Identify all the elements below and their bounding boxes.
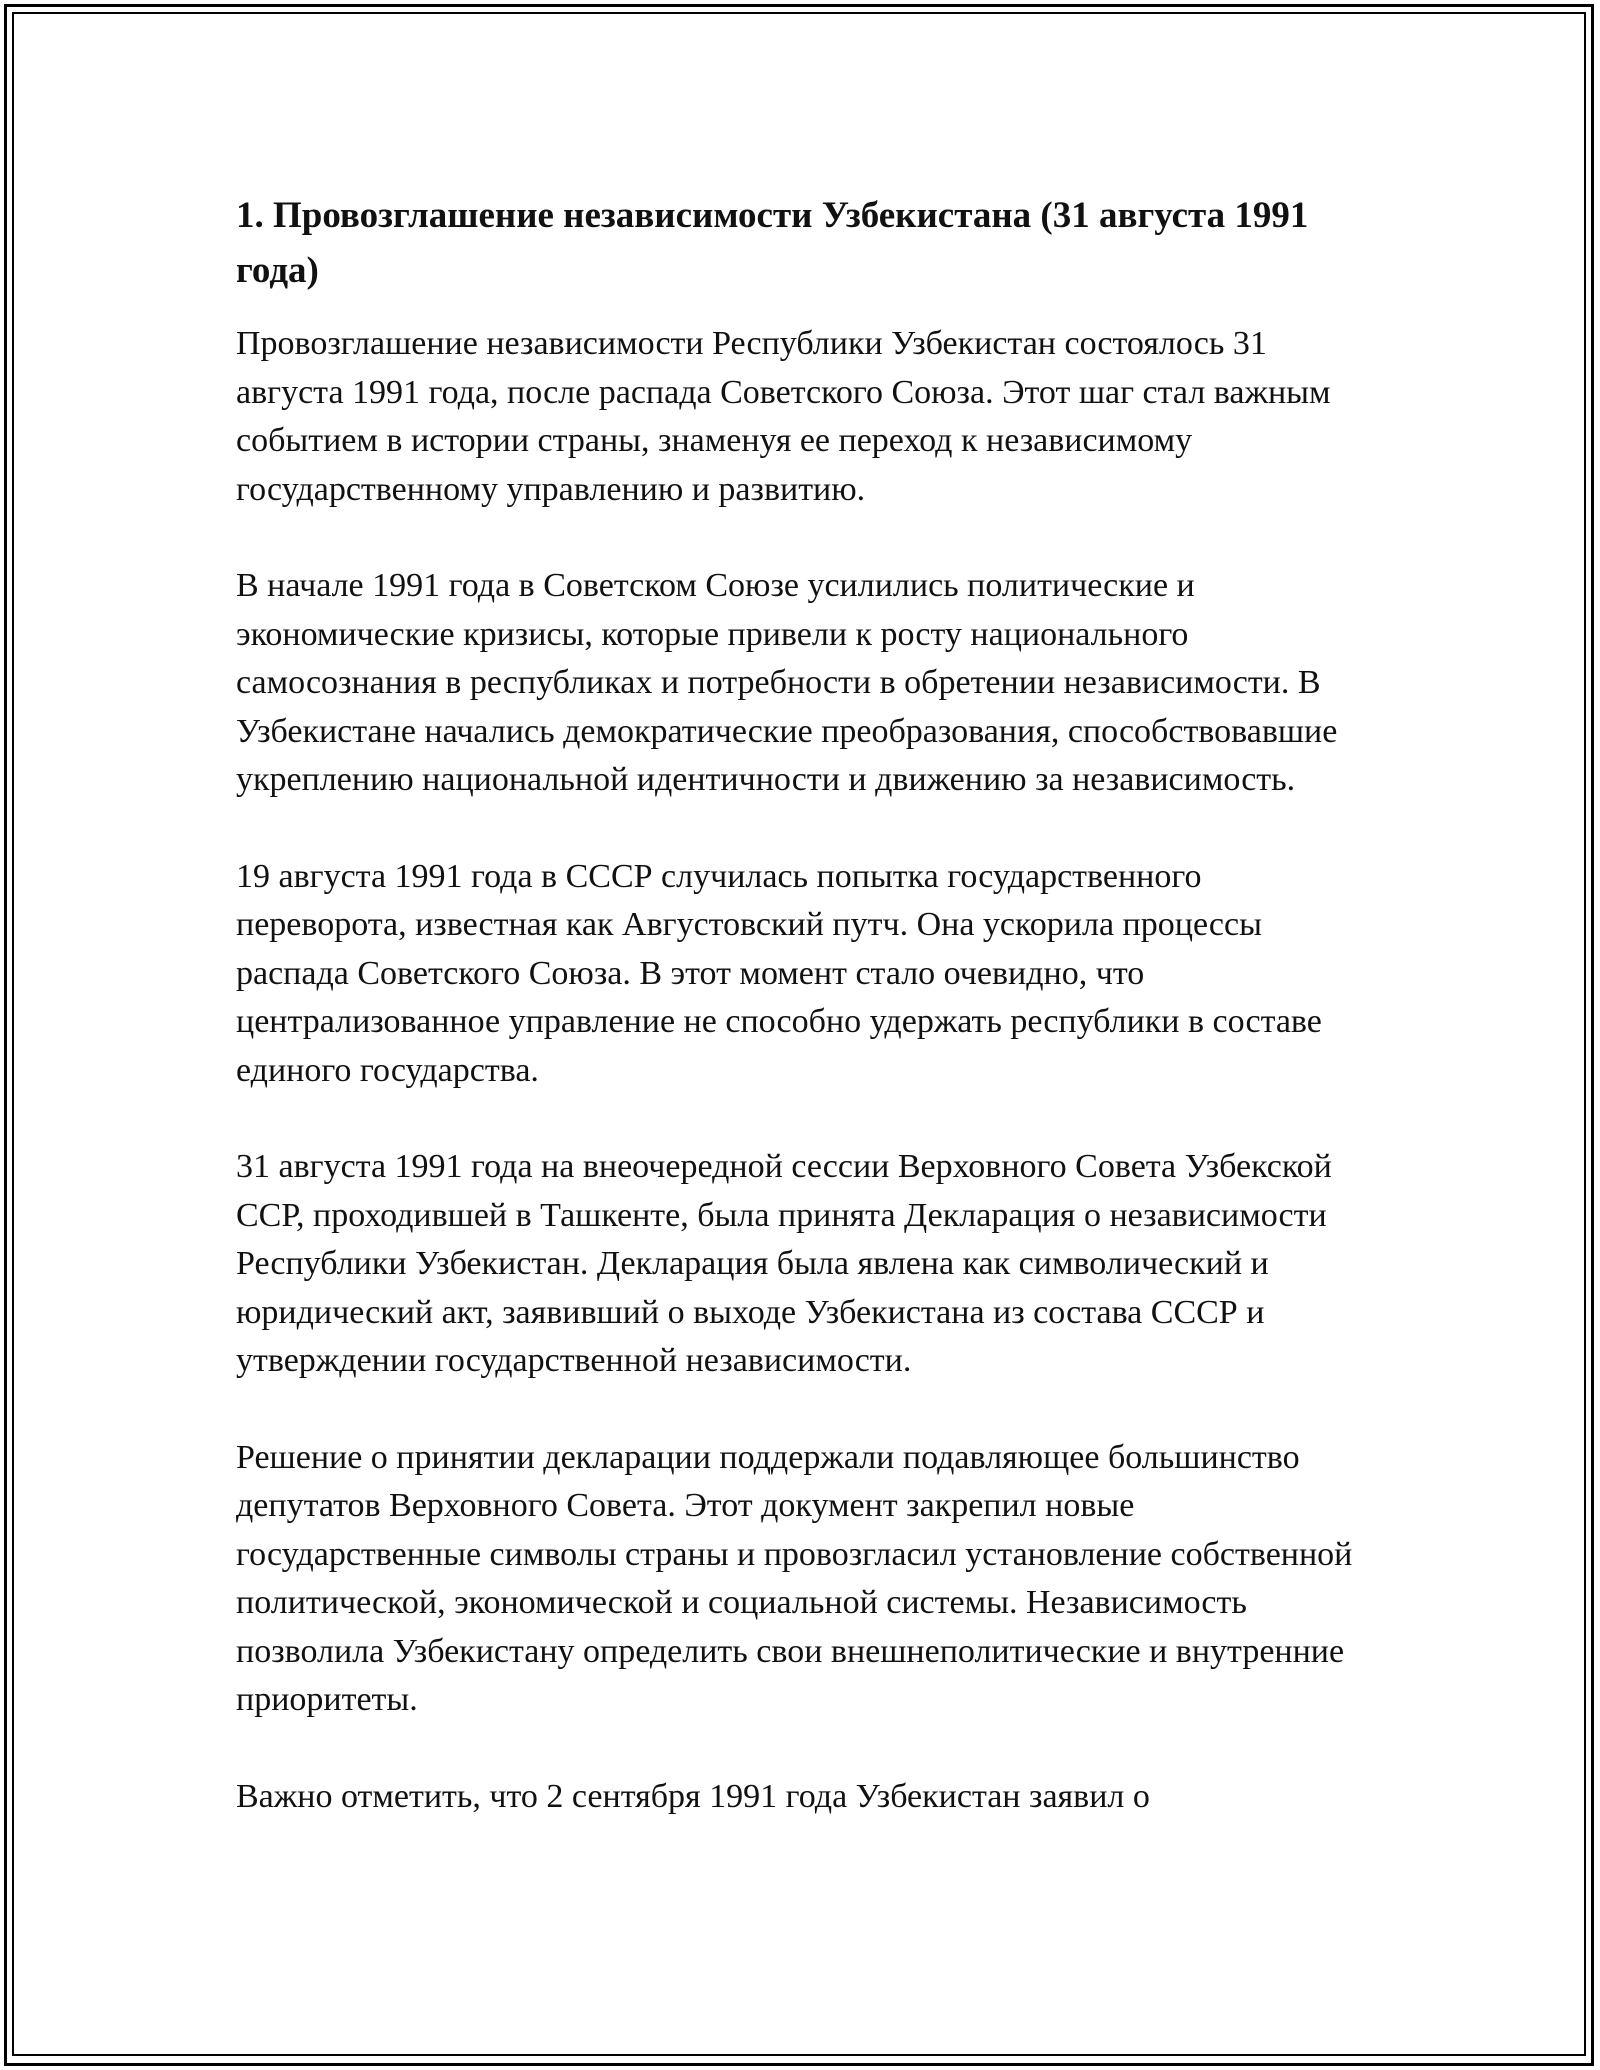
document-body: [236, 188, 1376, 1869]
section-heading: 1. Провозглашение независимости Узбекистана (31 августа 1991 года): [236, 195, 1309, 291]
paragraph-1: Провозглашение независимости Республики Узбекистан состоялось 31 августа 1991 года, после распада Советского Союза. Этот шаг стал важным событием в истории страны, знаменуя ее переход к независимому государственному управлению и развитию.: [236, 325, 1331, 508]
paragraph-3: 19 августа 1991 года в СССР случилась попытка государственного переворота, известная как Августовский путч. Она ускорила процессы распада Советского Союза. В этот момент стало очевидно, что централизованное управление не способно удержать республики в составе единого государства.: [236, 857, 1322, 1089]
paragraph-6: Важно отметить, что 2 сентября 1991 года Узбекистан заявил о: [236, 1777, 1150, 1815]
paragraph-5: Решение о принятии декларации поддержали подавляющее большинство депутатов Верховного Совета. Этот документ закрепил новые государственные символы страны и провозгласил установление собственной политической, экономической и социальной системы. Независимость позволила Узбекистану определить свои внешнеполитические и внутренние приоритеты.: [236, 1438, 1353, 1718]
paragraph-4: 31 августа 1991 года на внеочередной сессии Верховного Совета Узбекской ССР, проходившей в Ташкенте, была принята Декларация о независимости Республики Узбекистан. Декларация была явлена как символический и юридический акт, заявивший о выходе Узбекистана из состава СССР и утверждении государственной независимости.: [236, 1148, 1332, 1379]
paragraph-2: В начале 1991 года в Советском Союзе усилились политические и экономические кризисы, которые привели к росту национального самосознания в республиках и потребности в обретении независимости. В Узбекистане начались демократические преобразования, способствовавшие укреплению национальной идентичности и движению за независимость.: [236, 567, 1338, 798]
